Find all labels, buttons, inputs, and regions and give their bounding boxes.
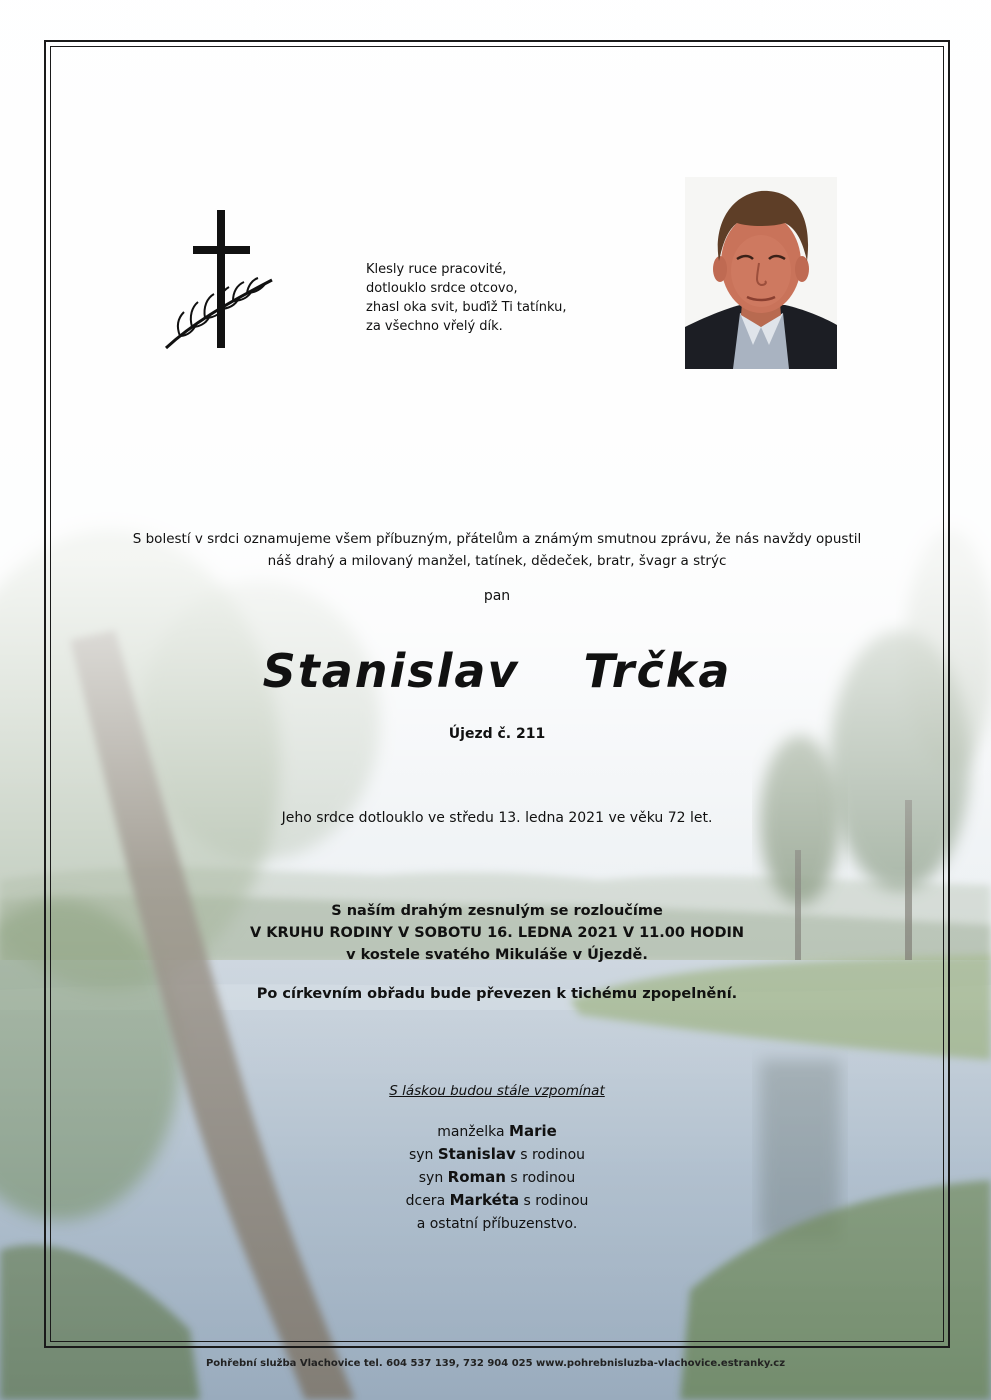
funeral-service-footer: Pohřební služba Vlachovice tel. 604 537 139, 732 904 025 www.pohrebnisluzba-vlachovice.estranky.cz [205, 1358, 786, 1369]
deceased-address: Újezd č. 211 [448, 726, 546, 742]
cremation-note: Po církevním obřadu bude převezen k tichému zpopelnění. [256, 986, 738, 1002]
portrait-photo [685, 177, 837, 369]
deceased-name: Stanislav Trčka [262, 644, 732, 698]
ceremony-info [60, 900, 934, 966]
poem-line: zhasl oka svit, buďiž Ti tatínku, [366, 300, 567, 315]
remembrance-heading: S láskou budou stále vzpomínat [389, 1083, 605, 1099]
ceremony-line: S naším drahým zesnulým se rozloučíme [331, 903, 663, 919]
family-member: dcera Markéta s rodinou [405, 1191, 589, 1209]
ceremony-line: V KRUHU RODINY V SOBOTU 16. LEDNA 2021 V 11.00 HODIN [249, 925, 745, 941]
family-list [60, 1120, 934, 1235]
death-info: Jeho srdce dotlouklo ve středu 13. ledna 2021 ve věku 72 let. [281, 810, 713, 826]
announcement-line: náš drahý a milovaný manžel, tatínek, dědeček, bratr, švagr a strýc [267, 553, 727, 569]
announcement-line: S bolestí v srdci oznamujeme všem příbuzným, přátelům a známým smutnou zprávu, že nás navždy opustil [132, 531, 862, 547]
family-member: syn Stanislav s rodinou [408, 1145, 586, 1163]
poem-line: dotlouklo srdce otcovo, [366, 281, 518, 296]
cross-with-palm-icon [162, 206, 278, 354]
poem-line: za všechno vřelý dík. [366, 319, 503, 334]
title-prefix: pan [483, 588, 511, 604]
family-member: manželka Marie [437, 1122, 557, 1140]
poem-line: Klesly ruce pracovité, [366, 262, 507, 277]
poem [366, 260, 626, 336]
announcement [60, 528, 934, 572]
family-member: a ostatní příbuzenstvo. [416, 1216, 578, 1232]
family-member: syn Roman s rodinou [418, 1168, 576, 1186]
ceremony-line: v kostele svatého Mikuláše v Újezdě. [346, 947, 648, 963]
